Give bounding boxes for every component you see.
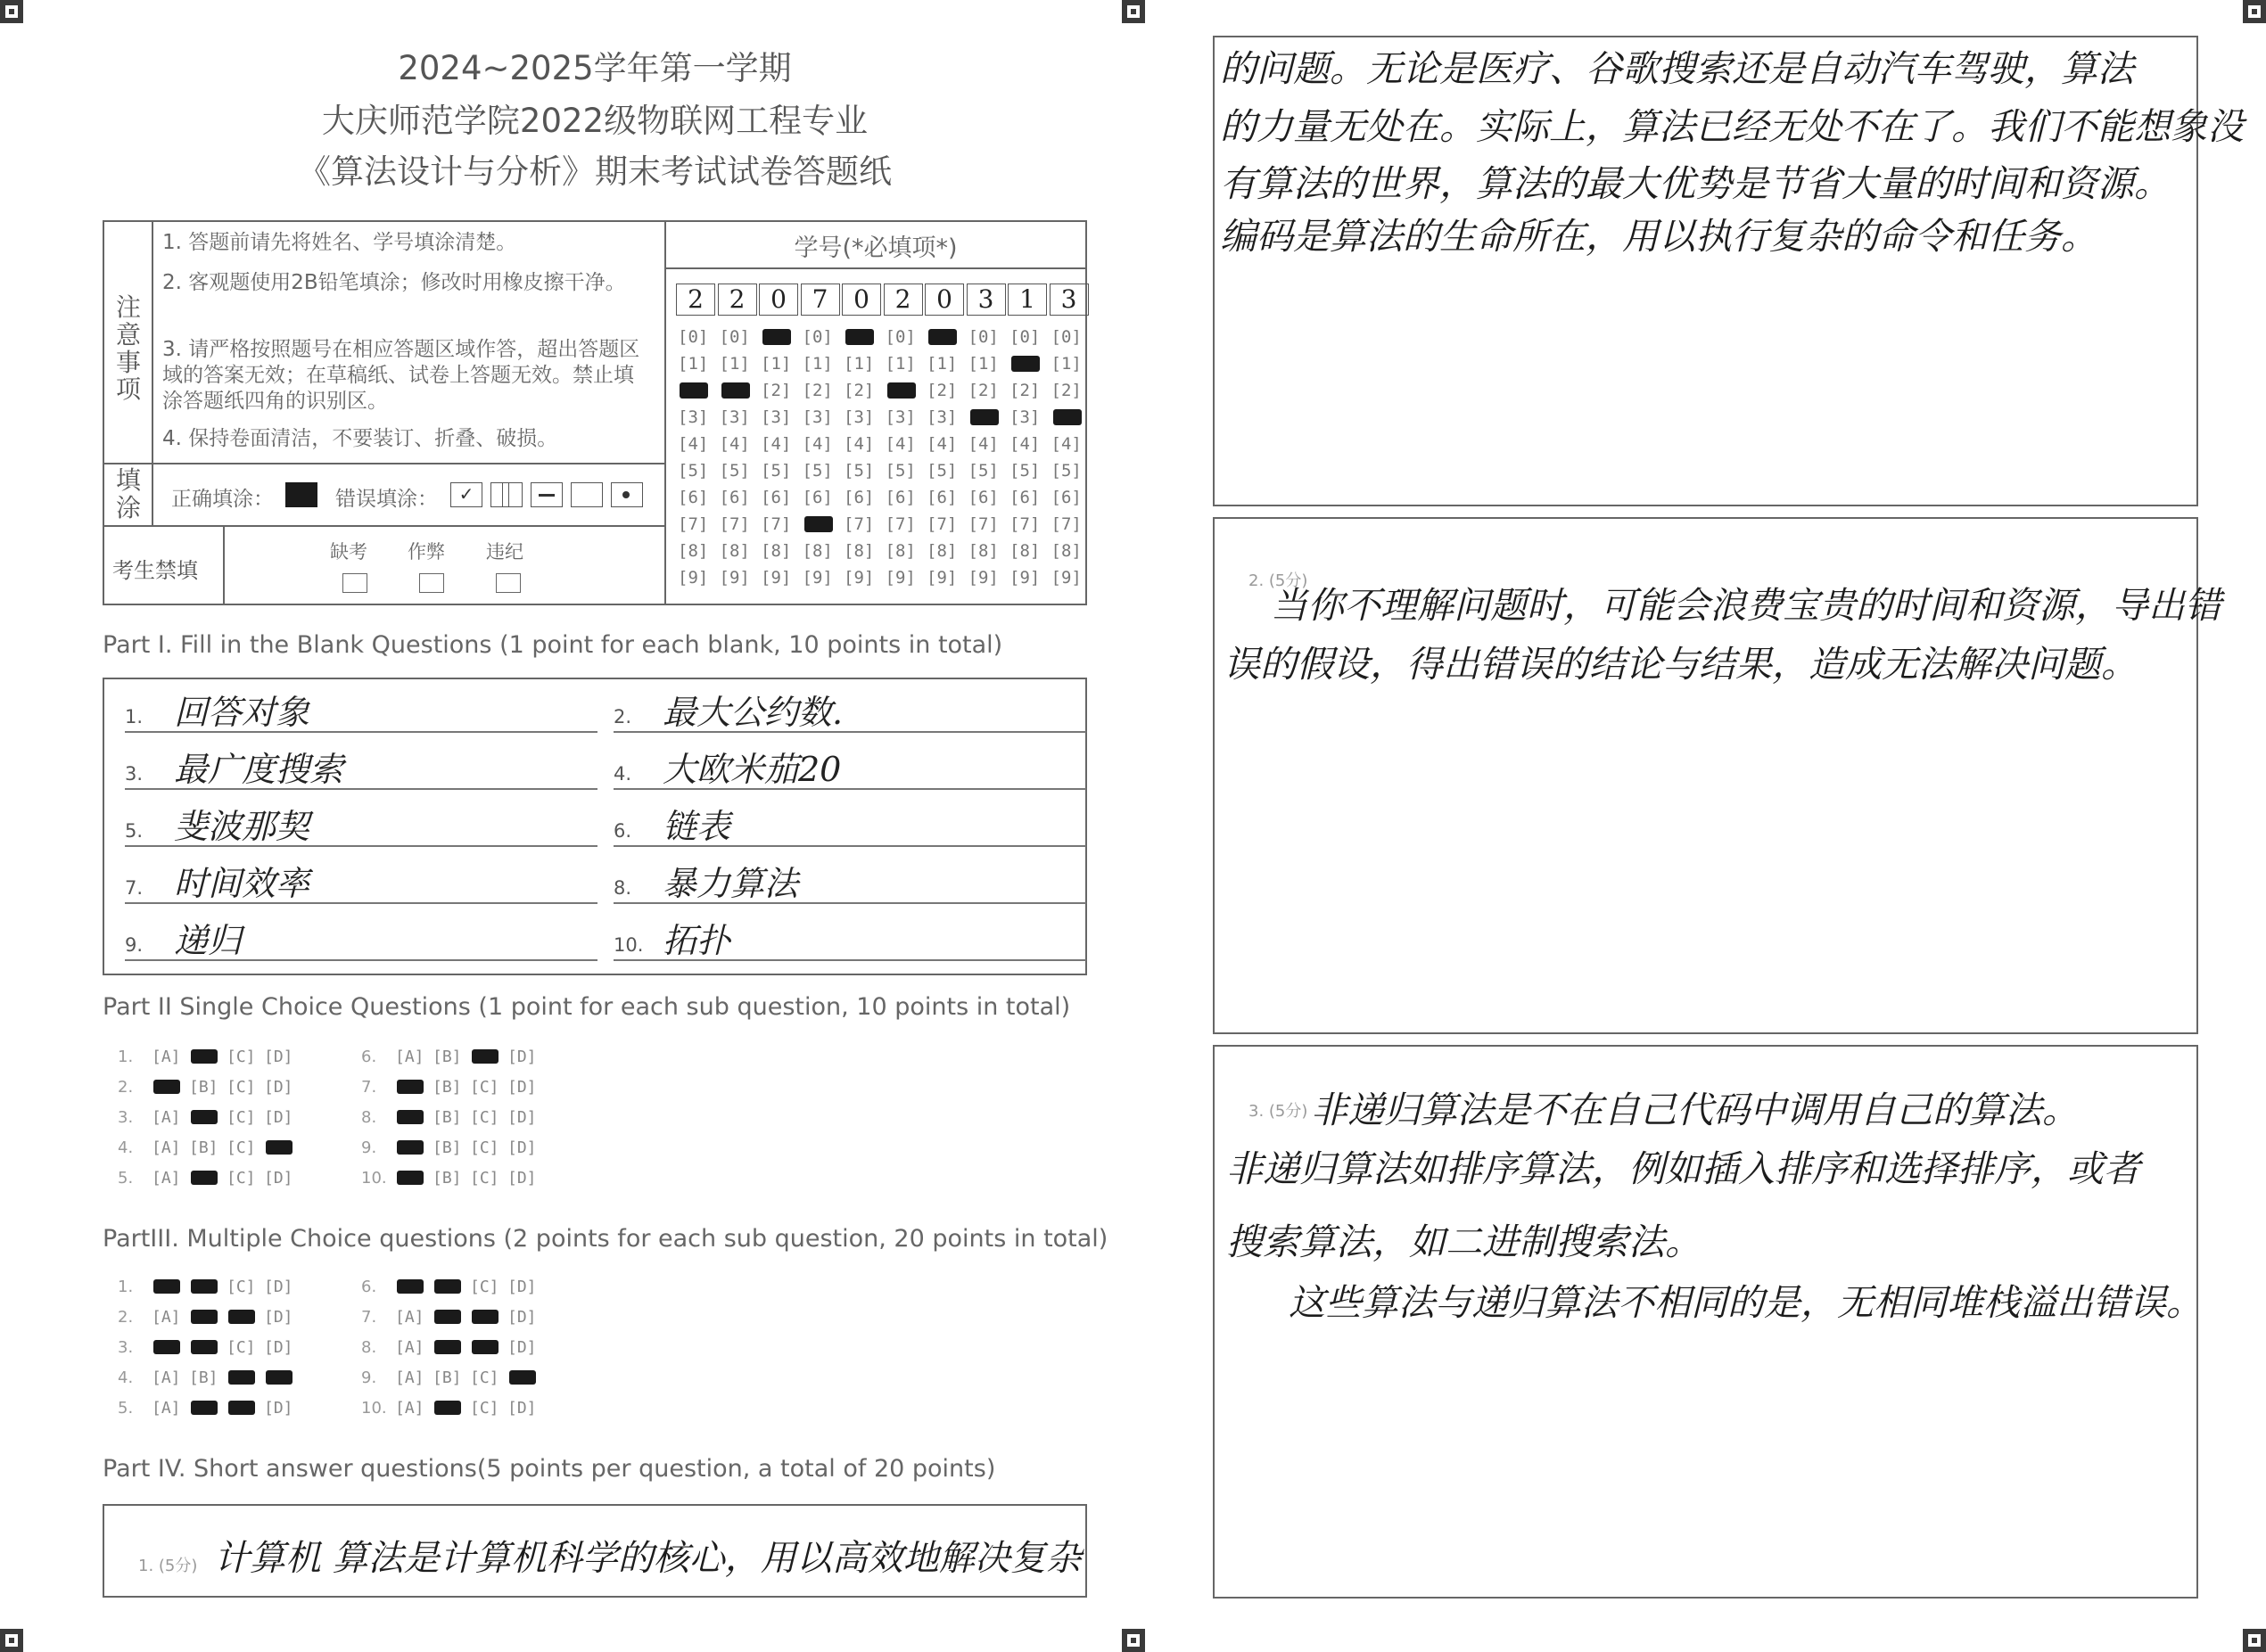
part2-option[interactable]: [C] [470,1138,499,1157]
part2-option[interactable]: [D] [264,1169,293,1188]
part4-q1-cont-line3: 有算法的世界，算法的最大优势是节省大量的时间和资源。 [1220,162,2171,205]
cheat-label: 作弊 [408,541,445,563]
student-id-bubble[interactable]: [2] [927,381,958,400]
student-id-bubble[interactable]: [9] [927,568,958,588]
part2-option[interactable]: [D] [264,1108,293,1127]
student-id-digit-3: 0 [759,284,798,316]
part3-option-filled[interactable] [191,1401,218,1415]
corner-marker-bottom-center [1122,1629,1145,1652]
part3-option[interactable]: [C] [470,1278,499,1296]
part1-heading: Part I. Fill in the Blank Questions (1 point for each blank, 10 points in total) [103,631,1003,659]
blank-number: 4. [614,763,632,785]
student-id-digit-2: 2 [718,284,757,316]
part3-question-number: 8. [361,1338,377,1357]
part4-q3-line1: 非递归算法是不在自己代码中调用自己的算法。 [1311,1089,2079,1131]
part3-question-number: 9. [361,1368,377,1387]
student-id-bubble[interactable]: [0] [1051,327,1082,347]
part4-q2-line1: 当你不理解问题时，可能会浪费宝贵的时间和资源，导出错 [1271,584,2221,627]
student-id-bubble[interactable]: [7] [1009,514,1041,534]
notice-label-divider [152,220,153,463]
part3-option-filled[interactable] [191,1340,218,1354]
student-id-bubble[interactable]: [8] [1051,541,1082,561]
student-id-bubble[interactable]: [4] [927,434,958,454]
corner-marker-top-left [0,0,23,23]
notice-item-1: 1. 答题前请先将姓名、学号填涂清楚。 [162,231,517,254]
student-id-bubble-filled[interactable] [721,382,750,399]
student-id-bubble[interactable]: [0] [968,327,999,347]
student-id-bubble[interactable]: [9] [885,568,916,588]
student-id-bubble[interactable]: [4] [719,434,750,454]
examiner-label-divider [223,525,225,605]
part4-q1-cont-line4: 编码是算法的生命所在，用以执行复杂的命令和任务。 [1220,215,2097,258]
part2-question-number: 6. [361,1048,377,1066]
part3-question-number: 1. [118,1278,134,1296]
part2-option-filled[interactable] [397,1110,424,1124]
part2-option[interactable]: [A] [152,1108,181,1127]
part3-option-filled[interactable] [434,1401,461,1415]
notice-item-3: 3. 请严格按照题号在相应答题区域作答，超出答题区域的答案无效；在草稿纸、试卷上答题无效。禁止填涂答题纸四角的识别区。 [162,338,640,413]
part2-option[interactable]: [D] [507,1048,537,1066]
cheat-checkbox[interactable] [419,573,444,593]
part3-option[interactable]: [C] [227,1278,256,1296]
student-id-bubble[interactable]: [5] [1051,461,1082,481]
student-id-bubble[interactable]: [9] [802,568,833,588]
part2-option[interactable]: [A] [152,1048,181,1066]
part4-q2-line2: 误的假设，得出错误的结论与结果，造成无法解决问题。 [1224,643,2138,686]
part4-q1-cont-line2: 的力量无处在。实际上，算法已经无处不在了。我们不能想象没 [1220,105,2244,148]
student-id-bubble[interactable]: [7] [719,514,750,534]
student-id-bubble[interactable]: [8] [844,541,875,561]
part3-option[interactable]: [D] [264,1399,293,1418]
part3-option[interactable]: [C] [470,1399,499,1418]
part2-question-number: 1. [118,1048,134,1066]
student-id-bubble[interactable]: [3] [1009,407,1041,427]
student-id-bubble[interactable]: [2] [1051,381,1082,400]
part3-option-filled[interactable] [153,1340,180,1354]
violation-label: 违纪 [486,541,523,563]
student-id-bubble-filled[interactable] [887,382,916,399]
student-id-bubble[interactable]: [1] [844,354,875,374]
part2-option[interactable]: [B] [433,1169,462,1188]
part2-option[interactable]: [D] [507,1169,537,1188]
part3-question-number: 5. [118,1399,134,1418]
part3-question-number: 6. [361,1278,377,1296]
part3-option[interactable]: [D] [264,1338,293,1357]
part4-heading: Part IV. Short answer questions(5 points per question, a total of 20 points) [103,1455,996,1483]
student-id-bubble[interactable]: [9] [719,568,750,588]
blank-number: 3. [125,763,144,785]
student-id-bubble[interactable]: [6] [1009,488,1041,507]
part2-option[interactable]: [A] [152,1138,181,1157]
wrong-fill-dot-sample [611,482,643,507]
student-id-bubble[interactable]: [4] [885,434,916,454]
student-id-bubble[interactable]: [5] [719,461,750,481]
part2-option[interactable]: [B] [433,1048,462,1066]
part3-option[interactable]: [A] [152,1368,181,1387]
part2-question-number: 8. [361,1108,377,1127]
student-id-bubble[interactable]: [4] [802,434,833,454]
student-id-bubble[interactable]: [7] [761,514,792,534]
fill-row-divider [103,525,664,527]
student-id-bubble[interactable]: [5] [761,461,792,481]
corner-marker-bottom-right [2243,1629,2266,1652]
student-id-bubble[interactable]: [7] [885,514,916,534]
student-id-bubble-filled[interactable] [970,409,999,425]
student-id-bubble-filled[interactable] [762,329,791,345]
student-id-label: 学号(*必填项*) [794,234,958,262]
student-id-bubble-filled[interactable] [680,382,708,399]
student-id-bubble[interactable]: [9] [968,568,999,588]
student-id-bubble[interactable]: [7] [678,514,709,534]
fill-label-divider [152,463,153,525]
part3-question-number: 3. [118,1338,134,1357]
blank-number: 7. [125,877,144,899]
wrong-fill-dash-sample [531,482,563,507]
student-id-bubble[interactable]: [0] [719,327,750,347]
fill-label: 填涂 [115,465,141,522]
part3-option-filled[interactable] [191,1310,218,1324]
student-id-bubble[interactable]: [8] [761,541,792,561]
corner-marker-bottom-left [0,1629,23,1652]
student-id-bubble[interactable]: [5] [844,461,875,481]
part3-option-filled[interactable] [472,1310,499,1324]
student-id-bubble[interactable]: [1] [678,354,709,374]
part3-option[interactable]: [D] [507,1338,537,1357]
part2-option-filled[interactable] [191,1171,218,1185]
part2-option[interactable]: [D] [507,1138,537,1157]
blank-answer[interactable]: 暴力算法 [663,864,799,903]
student-id-bubble[interactable]: [8] [968,541,999,561]
student-id-bubble[interactable]: [2] [844,381,875,400]
blank-answer[interactable]: 最大公约数. [663,693,844,732]
blank-number: 6. [614,820,632,842]
part2-option[interactable]: [A] [395,1048,424,1066]
student-id-bubble[interactable]: [0] [885,327,916,347]
part3-option-filled[interactable] [434,1310,461,1324]
part2-option-filled[interactable] [191,1110,218,1124]
student-id-bubble[interactable]: [1] [1051,354,1082,374]
student-id-underline [664,267,1087,269]
blank-number: 5. [125,820,144,842]
student-id-bubble[interactable]: [4] [1051,434,1082,454]
student-id-bubble[interactable]: [3] [719,407,750,427]
student-id-bubble[interactable]: [1] [885,354,916,374]
part2-heading: Part II Single Choice Questions (1 point for each sub question, 10 points in total) [103,993,1071,1021]
student-id-bubble[interactable]: [3] [761,407,792,427]
blank-answer[interactable]: 拓扑 [663,921,731,960]
student-id-digit-1: 2 [676,284,715,316]
part4-q3-line4: 这些算法与递归算法不相同的是，无相同堆栈溢出错误。 [1289,1281,2203,1324]
part2-option[interactable]: [C] [227,1138,256,1157]
student-id-bubble[interactable]: [4] [761,434,792,454]
part3-question-number: 10. [361,1399,387,1418]
student-id-bubble[interactable]: [1] [802,354,833,374]
student-id-bubble[interactable]: [0] [1009,327,1041,347]
student-id-bubble[interactable]: [0] [678,327,709,347]
student-id-bubble[interactable]: [6] [678,488,709,507]
exam-title: 《算法设计与分析》期末考试试卷答题纸 [298,152,892,191]
part2-option-filled[interactable] [397,1080,424,1094]
violation-checkbox[interactable] [496,573,521,593]
part3-option[interactable]: [D] [264,1308,293,1327]
student-id-bubble[interactable]: [8] [927,541,958,561]
notice-row-divider [103,463,664,464]
corner-marker-top-center [1122,0,1145,23]
student-id-bubble[interactable]: [1] [927,354,958,374]
part3-heading: PartIII. Multiple Choice questions (2 points for each sub question, 20 points in total) [103,1225,1108,1253]
part3-question-number: 4. [118,1368,134,1387]
exam-department: 大庆师范学院2022级物联网工程专业 [321,102,869,140]
student-id-digit-10: 3 [1050,284,1089,316]
part3-option-filled[interactable] [266,1370,293,1385]
exam-term: 2024~2025学年第一学期 [398,49,792,87]
student-id-bubble-filled[interactable] [1011,356,1040,372]
blank-answer[interactable]: 链表 [663,807,731,846]
student-id-bubble[interactable]: [6] [844,488,875,507]
part4-q3-line3: 搜索算法，如二进制搜索法。 [1226,1221,1702,1263]
absent-checkbox[interactable] [342,573,367,593]
wrong-fill-bar-sample [490,482,523,507]
correct-fill-label: 正确填涂： [171,488,274,511]
student-id-digit-8: 3 [967,284,1006,316]
examiner-label: 考生禁填 [112,558,198,583]
part2-option[interactable]: [C] [227,1048,256,1066]
part2-option[interactable]: [A] [152,1169,181,1188]
student-id-bubble[interactable]: [8] [802,541,833,561]
part3-option[interactable]: [C] [470,1368,499,1387]
absent-label: 缺考 [330,541,367,563]
part3-option[interactable]: [D] [507,1308,537,1327]
part2-option[interactable]: [B] [433,1138,462,1157]
part4-q1-cont-line1: 的问题。无论是医疗、谷歌搜索还是自动汽车驾驶，算法 [1220,47,2134,90]
student-id-bubble[interactable]: [6] [968,488,999,507]
student-id-bubble[interactable]: [3] [927,407,958,427]
part2-option[interactable]: [C] [227,1078,256,1097]
student-id-bubble-filled[interactable] [928,329,957,345]
part2-question-number: 7. [361,1078,377,1097]
part3-option[interactable]: [A] [152,1399,181,1418]
student-id-bubble[interactable]: [2] [968,381,999,400]
student-id-bubble[interactable]: [9] [678,568,709,588]
part2-option[interactable]: [D] [507,1078,537,1097]
part2-option-filled[interactable] [397,1171,424,1185]
blank-answer[interactable]: 最广度搜索 [174,750,344,789]
part4-q3-label: 3. (5分) [1248,1102,1308,1121]
student-id-bubble[interactable]: [7] [927,514,958,534]
student-id-bubble[interactable]: [5] [1009,461,1041,481]
part3-option-filled[interactable] [434,1340,461,1354]
student-id-bubble[interactable]: [2] [761,381,792,400]
student-id-digit-9: 1 [1008,284,1047,316]
student-id-bubble[interactable]: [6] [802,488,833,507]
student-id-bubble-filled[interactable] [845,329,874,345]
student-id-bubble[interactable]: [6] [885,488,916,507]
student-id-bubble[interactable]: [7] [844,514,875,534]
part3-question-number: 2. [118,1308,134,1327]
part2-option-filled[interactable] [472,1049,499,1064]
student-id-bubble[interactable]: [9] [844,568,875,588]
student-id-bubble[interactable]: [5] [927,461,958,481]
blank-answer[interactable]: 大欧米茄20 [663,750,842,789]
part2-option[interactable]: [C] [470,1078,499,1097]
student-id-bubble[interactable]: [6] [927,488,958,507]
blank-answer[interactable]: 回答对象 [174,693,310,732]
blank-number: 1. [125,706,144,727]
part3-option-filled[interactable] [191,1279,218,1294]
part2-option[interactable]: [D] [264,1048,293,1066]
student-id-bubble[interactable]: [4] [968,434,999,454]
part2-option[interactable]: [C] [227,1169,256,1188]
student-id-bubble[interactable]: [5] [802,461,833,481]
part3-option[interactable]: [D] [507,1278,537,1296]
part3-option-filled[interactable] [228,1370,255,1385]
part2-option-filled[interactable] [153,1080,180,1094]
part3-option-filled[interactable] [228,1310,255,1324]
part3-option[interactable]: [A] [395,1338,424,1357]
student-id-bubble[interactable]: [5] [678,461,709,481]
blank-answer[interactable]: 递归 [174,921,243,960]
part2-option[interactable]: [B] [433,1108,462,1127]
student-id-bubble[interactable]: [6] [761,488,792,507]
blank-number: 2. [614,706,632,727]
blank-answer[interactable]: 时间效率 [174,864,310,903]
part3-option[interactable]: [A] [395,1368,424,1387]
part2-question-number: 4. [118,1138,134,1157]
part3-option[interactable]: [A] [395,1308,424,1327]
blank-number: 8. [614,877,632,899]
part2-option[interactable]: [D] [264,1078,293,1097]
correct-fill-sample [285,482,317,507]
student-id-bubble[interactable]: [7] [1051,514,1082,534]
student-id-bubble[interactable]: [6] [1051,488,1082,507]
part2-option-filled[interactable] [397,1140,424,1155]
part3-option-filled[interactable] [434,1279,461,1294]
part2-option-filled[interactable] [191,1049,218,1064]
part2-option[interactable]: [C] [470,1169,499,1188]
part2-question-number: 5. [118,1169,134,1188]
part2-question-number: 3. [118,1108,134,1127]
student-id-digit-4: 7 [801,284,840,316]
part3-option[interactable]: [D] [264,1278,293,1296]
blank-answer[interactable]: 斐波那契 [174,807,310,846]
part4-q2-label: 2. (5分) [1248,571,1308,590]
student-id-bubble[interactable]: [4] [1009,434,1041,454]
student-id-bubble[interactable]: [9] [761,568,792,588]
part2-question-number: 2. [118,1078,134,1097]
wrong-fill-check-sample: ✓ [450,482,482,507]
part3-option[interactable]: [A] [395,1399,424,1418]
student-id-bubble[interactable]: [8] [885,541,916,561]
blank-number: 10. [614,934,644,956]
student-id-bubble[interactable]: [9] [1009,568,1041,588]
notice-item-2: 2. 客观题使用2B铅笔填涂；修改时用橡皮擦干净。 [162,271,626,294]
student-id-bubble[interactable]: [3] [844,407,875,427]
part3-option-filled[interactable] [228,1401,255,1415]
student-id-bubble[interactable]: [8] [1009,541,1041,561]
student-id-bubble[interactable]: [9] [1051,568,1082,588]
part3-question-number: 7. [361,1308,377,1327]
part2-option[interactable]: [C] [227,1108,256,1127]
student-id-bubble[interactable]: [2] [1009,381,1041,400]
student-id-bubble[interactable]: [5] [885,461,916,481]
student-id-bubble[interactable]: [6] [719,488,750,507]
part3-option-filled[interactable] [153,1279,180,1294]
part2-option[interactable]: [D] [507,1108,537,1127]
part3-option[interactable]: [A] [152,1308,181,1327]
student-id-digit-7: 0 [925,284,964,316]
part2-option[interactable]: [B] [189,1138,218,1157]
student-id-bubble[interactable]: [4] [844,434,875,454]
student-id-bubble-filled[interactable] [804,516,833,532]
part4-q1-label: 1. (5分) [138,1557,198,1575]
student-id-bubble[interactable]: [0] [802,327,833,347]
student-id-bubble[interactable]: [3] [678,407,709,427]
student-id-bubble[interactable]: [1] [719,354,750,374]
part3-option[interactable]: [C] [227,1338,256,1357]
part3-option-filled[interactable] [509,1370,536,1385]
student-id-bubble[interactable]: [1] [761,354,792,374]
part2-option[interactable]: [C] [470,1108,499,1127]
part2-option[interactable]: [B] [433,1078,462,1097]
part4-q1-line1: 计算机 算法是计算机科学的核心，用以高效地解决复杂 [214,1538,1082,1579]
part3-option-filled[interactable] [397,1279,424,1294]
part2-question-number: 9. [361,1138,377,1157]
student-id-bubble[interactable]: [1] [968,354,999,374]
part3-option[interactable]: [D] [507,1399,537,1418]
student-id-bubble-filled[interactable] [1053,409,1082,425]
notice-label: 注意事项 [115,292,141,405]
part3-option[interactable]: [B] [433,1368,462,1387]
part2-question-number: 10. [361,1169,387,1188]
part3-option-filled[interactable] [472,1340,499,1354]
student-id-bubble[interactable]: [5] [968,461,999,481]
part2-option[interactable]: [B] [189,1078,218,1097]
student-id-bubble[interactable]: [8] [719,541,750,561]
student-id-digit-6: 2 [884,284,923,316]
corner-marker-top-right [2243,0,2266,23]
student-id-bubble[interactable]: [2] [802,381,833,400]
student-id-digit-5: 0 [842,284,881,316]
wrong-fill-empty-sample [571,482,603,507]
student-id-bubble[interactable]: [7] [968,514,999,534]
blank-number: 9. [125,934,144,956]
student-id-bubble[interactable]: [3] [802,407,833,427]
part3-option[interactable]: [B] [189,1368,218,1387]
part4-q3-line2: 非递归算法如排序算法，例如插入排序和选择排序，或者 [1226,1147,2140,1190]
student-id-bubble[interactable]: [4] [678,434,709,454]
info-divider-v [664,220,666,605]
notice-item-4: 4. 保持卷面清洁，不要装订、折叠、破损。 [162,427,558,450]
wrong-fill-label: 错误填涂： [335,488,438,511]
student-id-bubble[interactable]: [3] [885,407,916,427]
part2-option-filled[interactable] [266,1140,293,1155]
student-id-bubble[interactable]: [8] [678,541,709,561]
